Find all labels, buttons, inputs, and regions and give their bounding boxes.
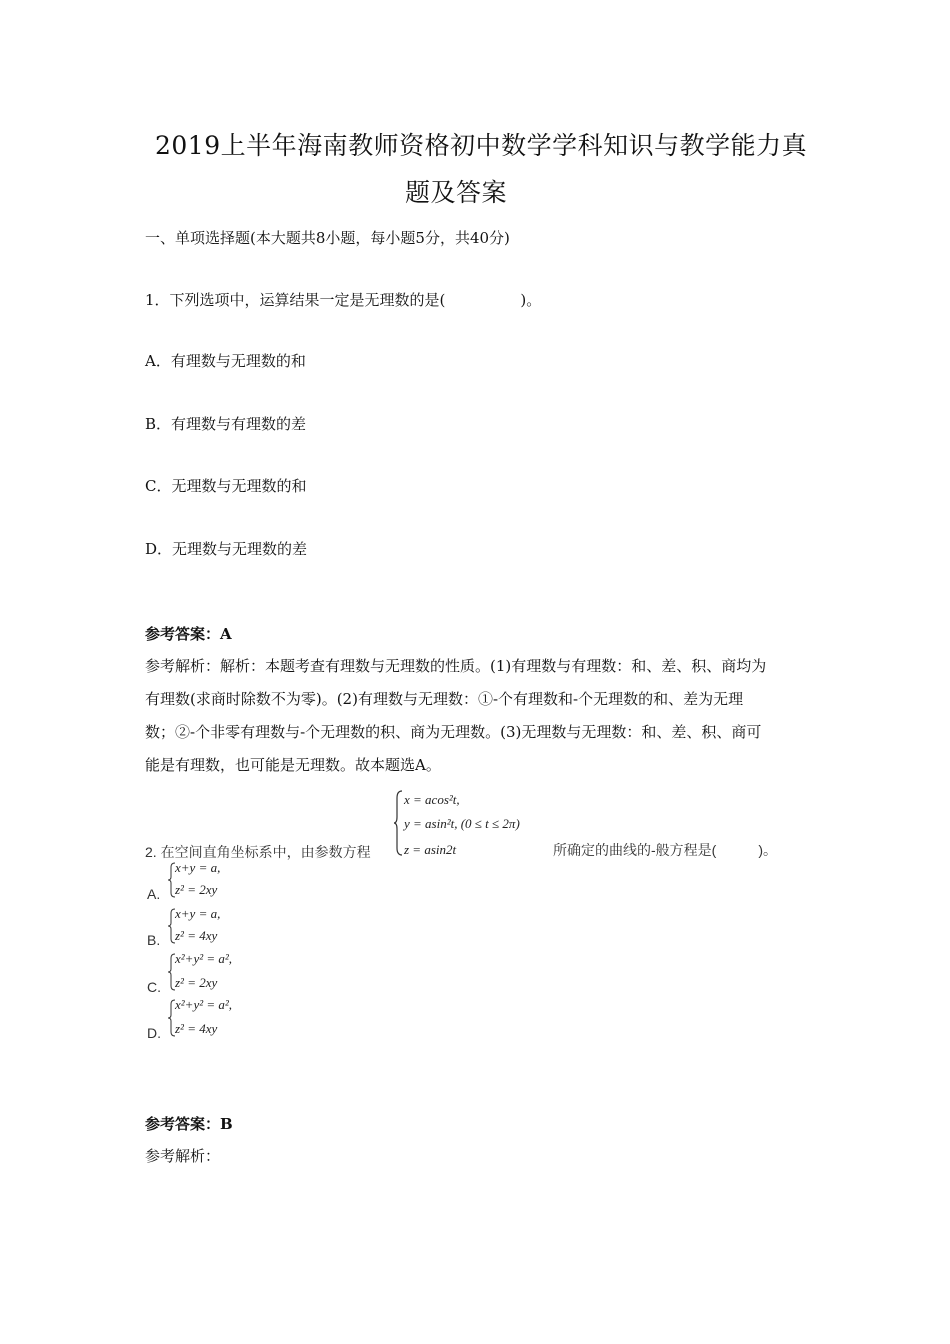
question-2-option-d-eq-2: z² = 4xy — [175, 1021, 218, 1036]
question-2-option-d-label: D. — [147, 1025, 161, 1041]
question-2-option-d-eq-1: x²+y² = a², — [175, 997, 233, 1012]
question-2-option-c-eq-2: z² = 2xy — [175, 975, 218, 990]
question-1-option-c: C．无理数与无理数的和 — [145, 477, 307, 495]
question-1-option-b: B．有理数与有理数的差 — [145, 415, 307, 433]
question-1-option-d: D．无理数与无理数的差 — [145, 540, 308, 558]
document-title-line-2: 题及答案 — [405, 178, 508, 207]
document-title-line-1: 2019上半年海南教师资格初中数学学科知识与教学能力真 — [155, 131, 808, 160]
question-2-system-brace — [394, 790, 404, 856]
question-2-option-a-label: A. — [147, 886, 161, 902]
question-2-suffix: 所确定的曲线的-般方程是( )。 — [553, 842, 777, 858]
question-2-option-c-label: C. — [147, 979, 161, 995]
section-heading: 一、单项选择题(本大题共8小题，每小题5分，共40分) — [145, 229, 510, 247]
question-2-system-eq-3: z = asin2t — [404, 842, 457, 857]
question-2-system-eq-1: x = acos²t, — [404, 792, 460, 807]
question-2-analysis: 参考解析： — [145, 1147, 221, 1165]
question-2-option-b-eq-2: z² = 4xy — [175, 928, 218, 943]
question-1-analysis-line-2: 有理数(求商时除数不为零)。(2)有理数与无理数：①-个有理数和-个无理数的和、差为无理 — [145, 690, 744, 708]
question-2-option-c-eq-1: x²+y² = a², — [175, 951, 233, 966]
question-2-answer: 参考答案：B — [145, 1115, 233, 1133]
question-2-option-b-label: B. — [147, 932, 161, 948]
question-2-prefix: 2. 在空间直角坐标系中，由参数方程 — [145, 844, 371, 860]
question-2-option-b-eq-1: x+y = a, — [175, 906, 221, 921]
question-2-system-eq-2: y = asin²t, (0 ≤ t ≤ 2π) — [404, 816, 520, 831]
question-1-text: 1．下列选项中，运算结果一定是无理数的是( )。 — [145, 291, 542, 309]
question-1-analysis-line-3: 数；②-个非零有理数与-个无理数的积、商为无理数。(3)无理数与无理数：和、差、积、商可 — [145, 723, 762, 741]
question-1-option-a: A．有理数与无理数的和 — [145, 352, 306, 370]
question-1-answer: 参考答案：A — [145, 625, 232, 643]
question-1-analysis-line-1: 参考解析：解析：本题考查有理数与无理数的性质。(1)有理数与有理数：和、差、积、商均为 — [145, 657, 767, 675]
question-1-analysis-line-4: 能是有理数，也可能是无理数。故本题选A。 — [145, 756, 441, 774]
question-2-option-a-eq-2: z² = 2xy — [175, 882, 218, 897]
question-2-option-a-eq-1: x+y = a, — [175, 860, 221, 875]
